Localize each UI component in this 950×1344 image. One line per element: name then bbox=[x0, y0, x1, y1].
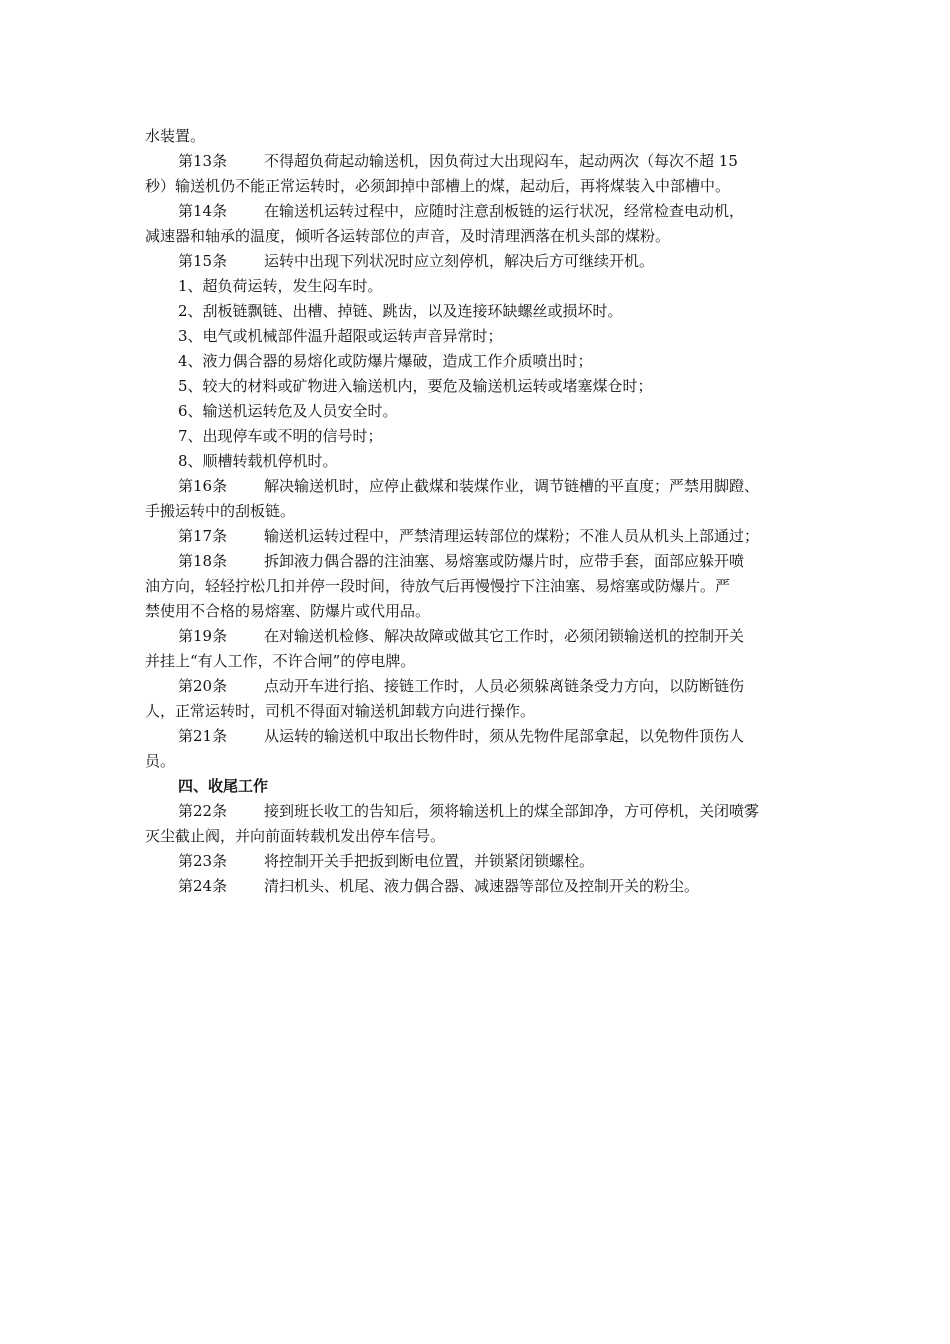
article-20 bbox=[145, 674, 810, 699]
text-line: 减速器和轴承的温度，倾听各运转部位的声音，及时清理洒落在机头部的煤粉。 bbox=[145, 227, 671, 245]
section-heading: 四、收尾工作 bbox=[178, 777, 269, 795]
list-item: 5、较大的材料或矿物进入输送机内，要危及输送机运转或堵塞煤仓时； bbox=[178, 377, 653, 395]
text-line: 并挂上“有人工作，不许合闸”的停电牌。 bbox=[145, 652, 416, 670]
article-text: 将控制开关手把扳到断电位置，并锁紧闭锁螺栓。 bbox=[264, 852, 595, 870]
article-text: 从运转的输送机中取出长物件时，须从先物件尾部拿起，以免物件顶伤人 bbox=[264, 727, 745, 745]
article-23 bbox=[145, 849, 810, 874]
article-text: 解决输送机时，应停止截煤和装煤作业，调节链槽的平直度；严禁用脚蹬、 bbox=[264, 477, 760, 495]
text-line: 员。 bbox=[145, 752, 176, 770]
list-item: 2、刮板链飘链、出槽、掉链、跳齿，以及连接环缺螺丝或损坏时。 bbox=[178, 302, 623, 320]
text-line: 禁使用不合格的易熔塞、防爆片或代用品。 bbox=[145, 602, 431, 620]
document-body bbox=[145, 124, 810, 899]
article-text: 运转中出现下列状况时应立刻停机，解决后方可继续开机。 bbox=[264, 252, 655, 270]
article-label: 第14条 bbox=[178, 202, 228, 220]
article-text: 拆卸液力偶合器的注油塞、易熔塞或防爆片时，应带手套，面部应躲开喷 bbox=[264, 552, 745, 570]
article-label: 第22条 bbox=[178, 802, 228, 820]
article-text: 接到班长收工的告知后，须将输送机上的煤全部卸净，方可停机，关闭喷雾 bbox=[264, 802, 760, 820]
list-item: 1、超负荷运转，发生闷车时。 bbox=[178, 277, 383, 295]
article-text: 点动开车进行掐、接链工作时，人员必须躲离链条受力方向，以防断链伤 bbox=[264, 677, 745, 695]
list-item: 3、电气或机械部件温升超限或运转声音异常时； bbox=[178, 327, 503, 345]
article-24 bbox=[145, 874, 810, 899]
article-label: 第19条 bbox=[178, 627, 228, 645]
list-item: 7、出现停车或不明的信号时； bbox=[178, 427, 383, 445]
article-text: 输送机运转过程中，严禁清理运转部位的煤粉；不准人员从机头上部通过； bbox=[264, 527, 760, 545]
article-label: 第21条 bbox=[178, 727, 228, 745]
article-18 bbox=[145, 549, 810, 574]
list-item: 6、输送机运转危及人员安全时。 bbox=[178, 402, 398, 420]
article-16 bbox=[145, 474, 810, 499]
article-17 bbox=[145, 524, 810, 549]
article-label: 第23条 bbox=[178, 852, 228, 870]
article-label: 第16条 bbox=[178, 477, 228, 495]
article-22 bbox=[145, 799, 810, 824]
list-item: 8、顺槽转载机停机时。 bbox=[178, 452, 338, 470]
article-label: 第17条 bbox=[178, 527, 228, 545]
article-13 bbox=[145, 149, 810, 174]
text-line: 手搬运转中的刮板链。 bbox=[145, 502, 296, 520]
article-label: 第18条 bbox=[178, 552, 228, 570]
article-label: 第13条 bbox=[178, 152, 228, 170]
article-label: 第20条 bbox=[178, 677, 228, 695]
article-15 bbox=[145, 249, 810, 274]
text-line: 灭尘截止阀，并向前面转载机发出停车信号。 bbox=[145, 827, 446, 845]
article-label: 第24条 bbox=[178, 877, 228, 895]
article-text: 清扫机头、机尾、液力偶合器、减速器等部位及控制开关的粉尘。 bbox=[264, 877, 700, 895]
article-19 bbox=[145, 624, 810, 649]
text-line: 油方向，轻轻拧松几扣并停一段时间，待放气后再慢慢拧下注油塞、易熔塞或防爆片。严 bbox=[145, 577, 731, 595]
article-label: 第15条 bbox=[178, 252, 228, 270]
article-text: 在对输送机检修、解决故障或做其它工作时，必须闭锁输送机的控制开关 bbox=[264, 627, 745, 645]
text-line: 秒）输送机仍不能正常运转时，必须卸掉中部槽上的煤，起动后，再将煤装入中部槽中。 bbox=[145, 177, 731, 195]
article-14 bbox=[145, 199, 810, 224]
list-item: 4、液力偶合器的易熔化或防爆片爆破，造成工作介质喷出时； bbox=[178, 352, 593, 370]
article-text: 在输送机运转过程中，应随时注意刮板链的运行状况，经常检查电动机， bbox=[264, 202, 745, 220]
text-line: 水装置。 bbox=[145, 127, 206, 145]
article-text: 不得超负荷起动输送机，因负荷过大出现闷车，起动两次（每次不超 15 bbox=[264, 152, 738, 170]
article-21 bbox=[145, 724, 810, 749]
text-line: 人，正常运转时，司机不得面对输送机卸载方向进行操作。 bbox=[145, 702, 536, 720]
